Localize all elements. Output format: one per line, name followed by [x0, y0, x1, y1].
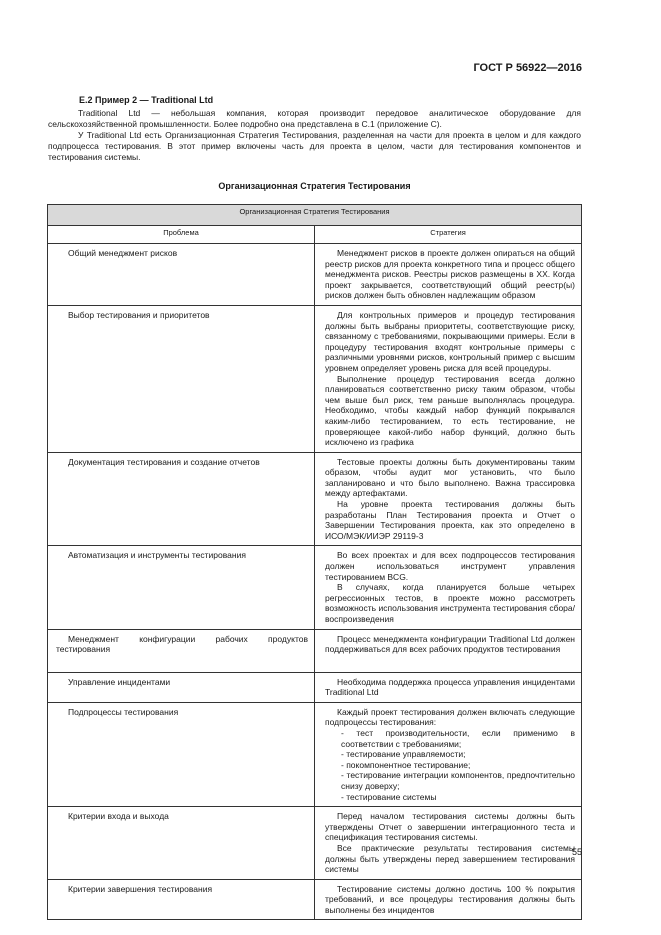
table-row [48, 702, 582, 806]
problem-cell: Менеджмент конфигурации рабочих продуктов тестирования [56, 633, 308, 655]
table-row [48, 879, 582, 920]
table-row [48, 452, 582, 546]
list-item: - тестирование системы [341, 791, 437, 802]
strategy-paragraph: Процесс менеджмента конфигурации Traditional Ltd должен поддерживаться для всех рабочих продуктов тестирования [325, 633, 575, 655]
strategy-paragraph: В случаях, когда планируется больше четырех регрессионных тестов, в проекте можно рассмотреть возможность использования инструмента тестирования сбора/воспроизведения [325, 582, 575, 624]
strategy-paragraph: Менеджмент рисков в проекте должен опираться на общий реестр рисков для проекта конкретного типа и процесс общего менеджмента рисков. Реестры рисков размещены в XX. Когда проект закрывается, соответствующий общий реестр(ы) рисков должен быть обновлен надлежащим образом [325, 248, 575, 301]
strategy-table [47, 204, 582, 920]
strategy-paragraph: Необходима поддержка процесса управления инцидентами Traditional Ltd [325, 676, 575, 698]
list-item: - покомпонентное тестирование; [341, 759, 471, 770]
table-header-main: Организационная Стратегия Тестирования [48, 205, 582, 226]
table-row [48, 546, 582, 629]
strategy-paragraph: На уровне проекта тестирования должны быть разработаны План Тестирования проекта и Отчет о Завершении Тестирования проекта, как это определено в ИСО/МЭК/ИИЭР 29119-3 [325, 499, 575, 541]
section-title: Е.2 Пример 2 — Traditional Ltd [79, 95, 214, 105]
standard-header: ГОСТ Р 56922—2016 [473, 62, 582, 74]
strategy-paragraph: Для контрольных примеров и процедур тестирования должны быть выбраны приоритеты, соответствующие риску, связанному с требованиями, покрывающими примеры. Если в процедуру тестирования входят контрольные примеры с различными уровнями рисков, контрольный пример с высшим уровнем определяет уровень риска для всей процедуры. [325, 309, 575, 373]
list-item: - тестирование управляемости; [341, 749, 466, 760]
strategy-paragraph: Все практические результаты тестирования системы должны быть утверждены перед завершением тестирования системы [325, 842, 575, 875]
table-caption: Организационная Стратегия Тестирования [218, 181, 411, 191]
strategy-paragraph: Тестирование системы должно достичь 100 % покрытия требований, и все процедуры тестирования должны быть выполнены без инцидентов [325, 883, 575, 915]
intro-text [48, 108, 581, 163]
column-header-problem: Проблема [48, 226, 315, 244]
column-header-strategy: Стратегия [315, 226, 582, 244]
table-row [48, 672, 582, 702]
strategy-paragraph: Перед началом тестирования системы должны быть утверждены Отчет о завершении интеграционного теста и спецификация тестирования системы. [325, 811, 575, 843]
problem-cell: Выбор тестирования и приоритетов [68, 309, 210, 320]
strategy-paragraph: Во всех проектах и для всех подпроцессов тестирования должен использоваться инструмент управления тестированием BCG. [325, 550, 575, 582]
strategy-paragraph: Тестовые проекты должны быть документированы таким образом, чтобы аудит мог установить, что было запланировано и что было выполнено. Важна трассировка между артефактами. [325, 456, 575, 499]
table-row [48, 629, 582, 672]
problem-cell: Управление инцидентами [68, 676, 171, 687]
strategy-paragraph: Каждый проект тестирования должен включать следующие подпроцессы тестирования: [325, 706, 575, 728]
intro-paragraph: У Traditional Ltd есть Организационная Стратегия Тестирования, разделенная на части для проекта в целом и для каждого подпроцесса тестирования. В этот пример включены часть для проекта в целом, части для тестирования компонентов и тестирования системы. [48, 130, 581, 162]
problem-cell: Общий менеджмент рисков [68, 248, 178, 258]
problem-cell: Критерии завершения тестирования [68, 883, 213, 894]
problem-cell: Документация тестирования и создание отчетов [68, 456, 260, 467]
page-number: 55 [571, 847, 582, 857]
problem-cell: Автоматизация и инструменты тестирования [68, 550, 246, 561]
list-item: - тестирование интеграции компонентов, предпочтительно снизу доверху; [341, 770, 575, 791]
table-row [48, 807, 582, 880]
strategy-paragraph: Выполнение процедур тестирования всегда должно планироваться соответственно риску таким образом, чтобы чем выше был риск, тем раньше выполнялась процедура. Необходимо, чтобы каждый набор функций покрывался каким-либо тестированием, то есть тестирование, не проверяющее какой-либо набор функций, должно быть исключено из графика [325, 373, 575, 448]
problem-cell: Критерии входа и выхода [68, 811, 169, 822]
intro-paragraph: Traditional Ltd — небольшая компания, которая производит передовое аналитическое оборудование для сельскохозяйственной промышленности. Более подробно она представлена в С.1 (приложение С). [48, 108, 581, 129]
table-row [48, 305, 582, 452]
table-row [48, 244, 582, 306]
list-item: - тест производительности, если применимо в соответствии с требованиями; [341, 727, 575, 749]
problem-cell: Подпроцессы тестирования [68, 706, 179, 717]
